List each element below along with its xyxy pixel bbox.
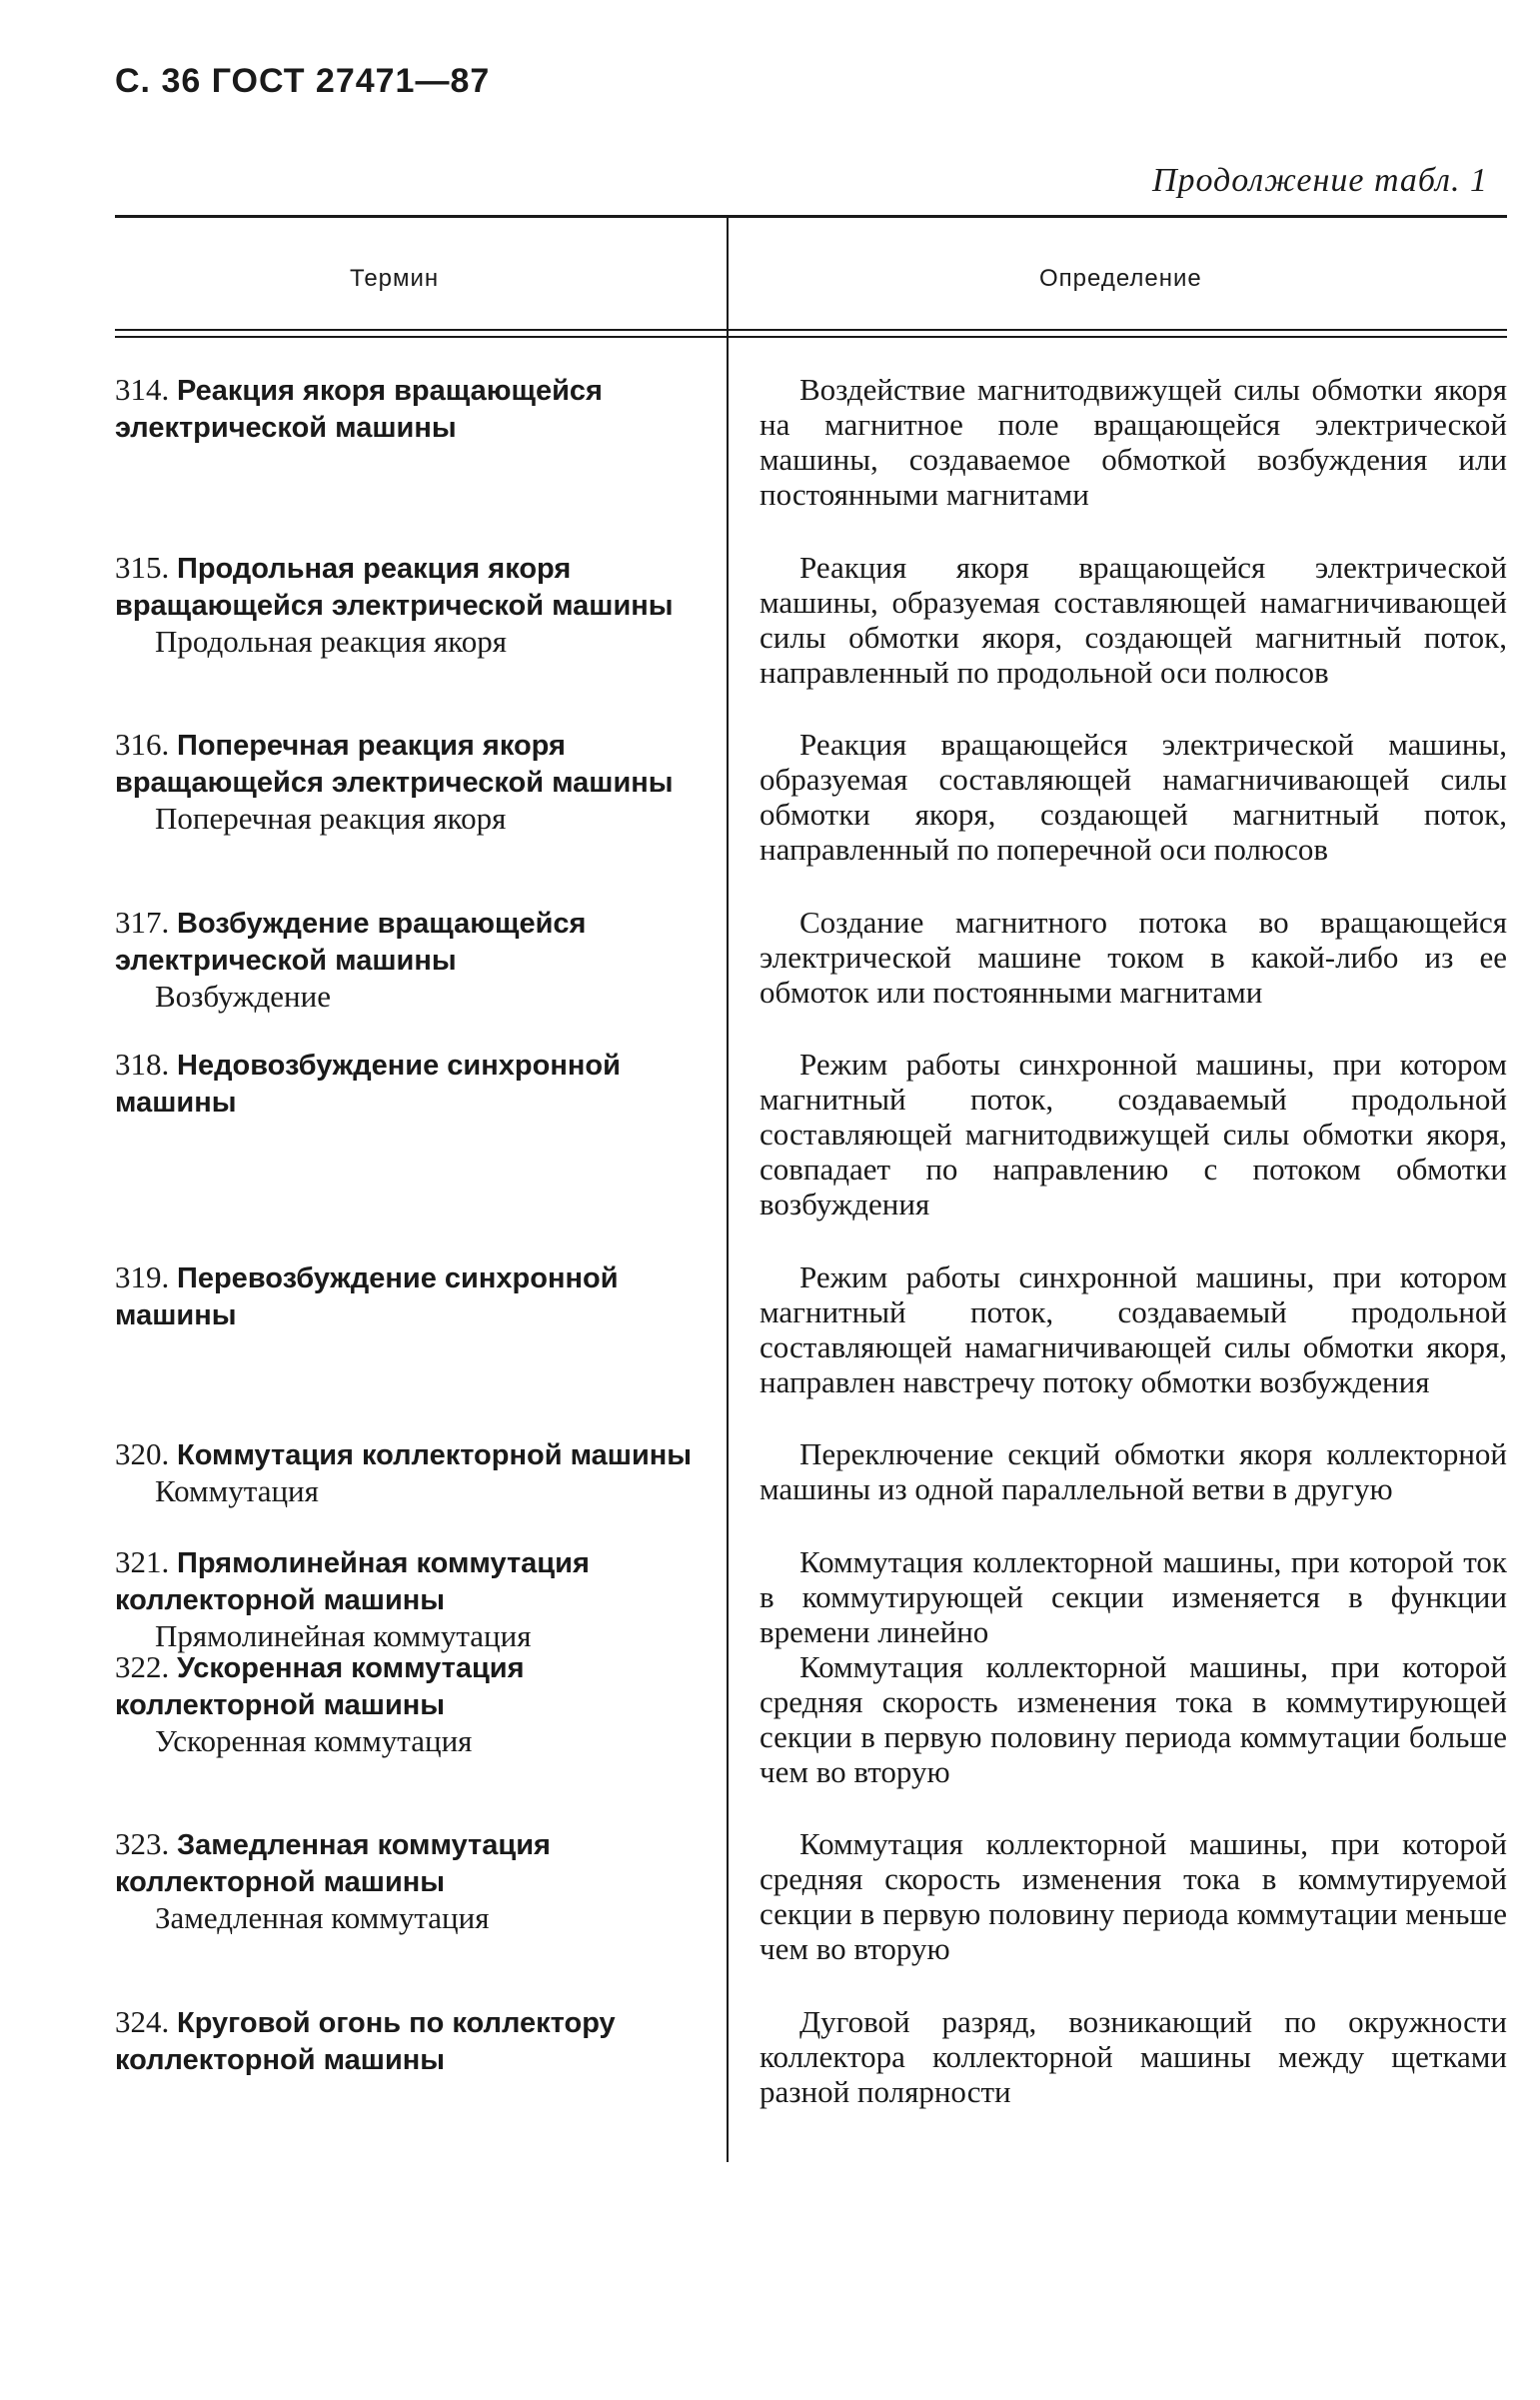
term-number: 322. (115, 1649, 170, 1684)
definition-cell: Режим работы синхронной машины, при котором магнитный поток, создаваемый продольной составляющей магнитодвижущей силы обмотки якоря, совпадает по направлению с потоком обмотки возбуждения (760, 1047, 1507, 1221)
column-header-definition: Определение (1039, 265, 1202, 292)
term-number: 324. (115, 2004, 170, 2039)
term-cell (115, 905, 705, 1014)
term-number: 320. (115, 1436, 170, 1471)
term-short-form: Коммутация (155, 1473, 319, 1508)
term-cell (115, 727, 705, 836)
term-short-form: Замедленная коммутация (155, 1900, 490, 1935)
term-cell (115, 1544, 705, 1653)
term-short-form: Ускоренная коммутация (155, 1723, 473, 1758)
term-cell (115, 2004, 705, 2078)
term-name: Круговой огонь по коллектору коллекторной машины (115, 2007, 616, 2076)
term-cell (115, 1436, 705, 1508)
term-cell (115, 1649, 705, 1758)
term-name: Возбуждение вращающейся электрической машины (115, 908, 587, 977)
term-number: 317. (115, 905, 170, 940)
header-bottom-rule (115, 329, 1507, 331)
term-short-form: Прямолинейная коммутация (155, 1618, 532, 1653)
term-cell (115, 1826, 705, 1935)
term-number: 318. (115, 1047, 170, 1082)
term-name: Перевозбуждение синхронной машины (115, 1262, 619, 1331)
definition-cell: Коммутация коллекторной машины, при которой ток в коммутирующей секции изменяется в функции времени линейно (760, 1544, 1507, 1649)
definition-cell: Создание магнитного потока во вращающейся электрической машине током в какой-либо из ее обмоток или постоянными магнитами (760, 905, 1507, 1010)
definition-cell: Переключение секций обмотки якоря коллекторной машины из одной параллельной ветви в другую (760, 1436, 1507, 1506)
term-name: Реакция якоря вращающейся электрической машины (115, 375, 603, 444)
definition-cell: Реакция якоря вращающейся электрической машины, образуемая составляющей намагничивающей силы обмотки якоря, создающей магнитный поток, направленный по продольной оси полюсов (760, 550, 1507, 690)
term-cell (115, 1259, 705, 1333)
column-header-term: Термин (350, 265, 440, 292)
term-number: 314. (115, 372, 170, 407)
term-name: Недовозбуждение синхронной машины (115, 1050, 621, 1119)
term-cell (115, 1047, 705, 1121)
definition-cell: Коммутация коллекторной машины, при которой средняя скорость изменения тока в коммутируемой секции в первую половину периода коммутации меньше чем во вторую (760, 1826, 1507, 1966)
term-name: Поперечная реакция якоря вращающейся электрической машины (115, 730, 674, 799)
page-header: С. 36 ГОСТ 27471—87 (115, 62, 491, 100)
term-name: Ускоренная коммутация коллекторной машины (115, 1652, 525, 1721)
definition-cell: Реакция вращающейся электрической машины, образуемая составляющей намагничивающей силы обмотки якоря, создающей магнитный поток, направленный по поперечной оси полюсов (760, 727, 1507, 867)
term-number: 321. (115, 1544, 170, 1579)
definition-cell: Коммутация коллекторной машины, при которой средняя скорость изменения тока в коммутирующей секции в первую половину периода коммутации больше чем во вторую (760, 1649, 1507, 1789)
term-name: Замедленная коммутация коллекторной машины (115, 1829, 551, 1898)
table-top-rule (115, 215, 1507, 218)
term-cell (115, 550, 705, 659)
term-short-form: Продольная реакция якоря (155, 624, 507, 659)
definition-cell: Режим работы синхронной машины, при котором магнитный поток, создаваемый продольной составляющей намагничивающей силы обмотки якоря, направлен навстречу потоку обмотки возбуждения (760, 1259, 1507, 1399)
term-number: 315. (115, 550, 170, 585)
term-name: Коммутация коллекторной машины (177, 1439, 693, 1471)
term-short-form: Возбуждение (155, 979, 331, 1014)
term-number: 316. (115, 727, 170, 762)
term-number: 323. (115, 1826, 170, 1861)
definition-cell: Воздействие магнитодвижущей силы обмотки якоря на магнитное поле вращающейся электрической машины, создаваемое обмоткой возбуждения или постоянными магнитами (760, 372, 1507, 512)
term-number: 319. (115, 1259, 170, 1294)
definition-cell: Дуговой разряд, возникающий по окружности коллектора коллекторной машины между щетками разной полярности (760, 2004, 1507, 2109)
table-caption: Продолжение табл. 1 (1151, 162, 1488, 199)
term-name: Продольная реакция якоря вращающейся электрической машины (115, 553, 674, 622)
term-cell (115, 372, 705, 446)
header-bottom-rule-2 (115, 336, 1507, 338)
term-name: Прямолинейная коммутация коллекторной машины (115, 1547, 590, 1616)
column-divider (727, 218, 729, 2162)
term-short-form: Поперечная реакция якоря (155, 801, 507, 836)
